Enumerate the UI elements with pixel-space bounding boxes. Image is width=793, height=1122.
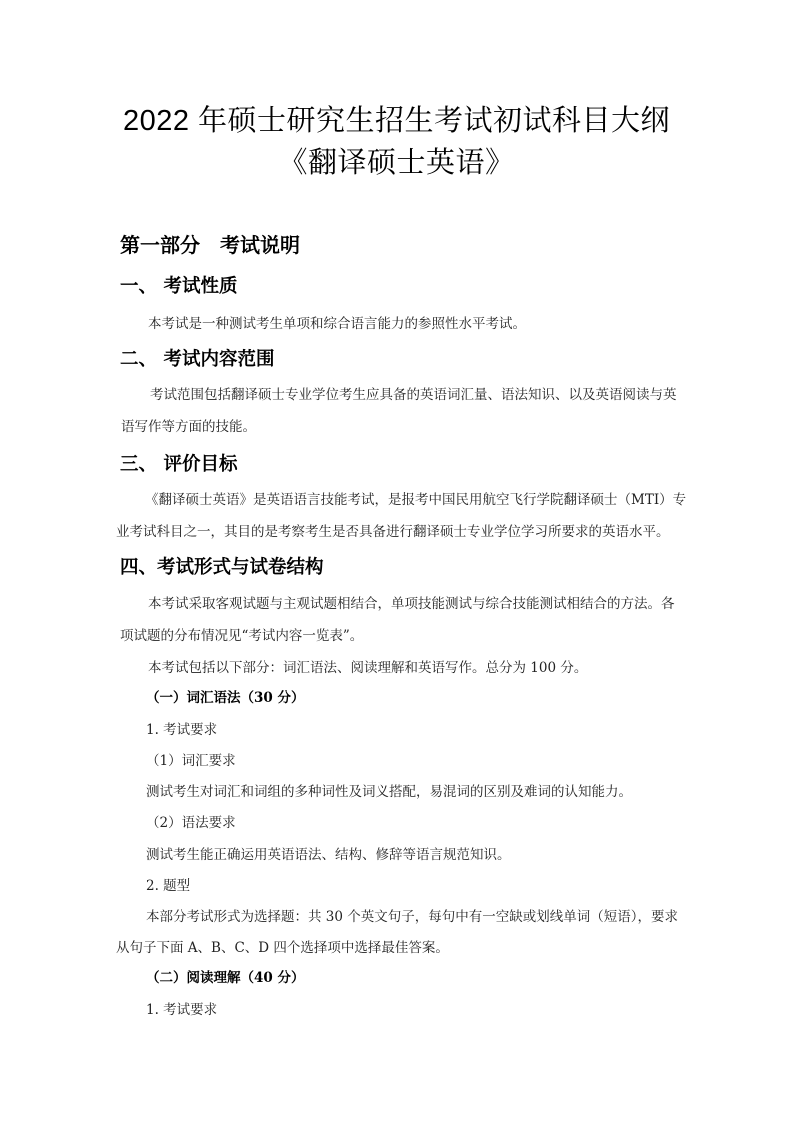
vocab-requirement-label: （1）词汇要求 (146, 753, 236, 769)
document-title: 2022 年硕士研究生招生考试初试科目大纲 (122, 105, 671, 137)
subsection-heading-reading: （二）阅读理解（40 分） (146, 970, 305, 986)
grammar-requirement-text: 测试考生能正确运用英语语法、结构、修辞等语言规范知识。 (146, 847, 511, 863)
section-heading-2: 二、 考试内容范围 (120, 349, 275, 370)
question-type-text-line2: 从句子下面 A、B、C、D 四个选择项中选择最佳答案。 (116, 940, 449, 956)
vocab-requirement-text: 测试考生对词汇和词组的多种词性及词义搭配，易混词的区别及难词的认知能力。 (146, 784, 632, 800)
subsection-heading-vocab-grammar: （一）词汇语法（30 分） (146, 690, 305, 706)
section-2-text-line2: 语写作等方面的技能。 (121, 419, 256, 435)
question-type-text-line1: 本部分考试形式为选择题：共 30 个英文句子，每句中有一空缺或划线单词（短语），要求 (146, 909, 679, 925)
section-3-text-line2: 业考试科目之一，其目的是考察考生是否具备进行翻译硕士专业学位学习所要求的英语水平。 (116, 524, 670, 540)
section-1-text: 本考试是一种测试考生单项和综合语言能力的参照性水平考试。 (148, 316, 526, 332)
section-heading-1: 一、 考试性质 (120, 276, 238, 297)
document-subtitle: 《翻译硕士英语》 (278, 147, 515, 179)
section-4-text-line1: 本考试采取客观试题与主观试题相结合，单项技能测试与综合技能测试相结合的方法。各 (148, 596, 675, 612)
section-4-text-line3: 本考试包括以下部分：词汇语法、阅读理解和英语写作。总分为 100 分。 (148, 660, 588, 676)
section-2-text-line1: 考试范围包括翻译硕士专业学位考生应具备的英语词汇量、语法知识、以及英语阅读与英 (150, 387, 677, 403)
subsection-1-item-1: 1. 考试要求 (146, 722, 218, 738)
section-heading-3: 三、 评价目标 (120, 454, 238, 475)
part-heading: 第一部分 考试说明 (120, 233, 300, 257)
subsection-2-item-1: 1. 考试要求 (146, 1002, 218, 1018)
section-heading-4: 四、考试形式与试卷结构 (120, 557, 324, 578)
section-3-text-line1: 《翻译硕士英语》是英语语言技能考试，是报考中国民用航空飞行学院翻译硕士（MTI）专 (145, 492, 687, 508)
section-4-text-line2: 项试题的分布情况见“考试内容一览表”。 (120, 628, 364, 644)
subsection-1-item-2: 2. 题型 (146, 878, 191, 894)
grammar-requirement-label: （2）语法要求 (146, 815, 236, 831)
